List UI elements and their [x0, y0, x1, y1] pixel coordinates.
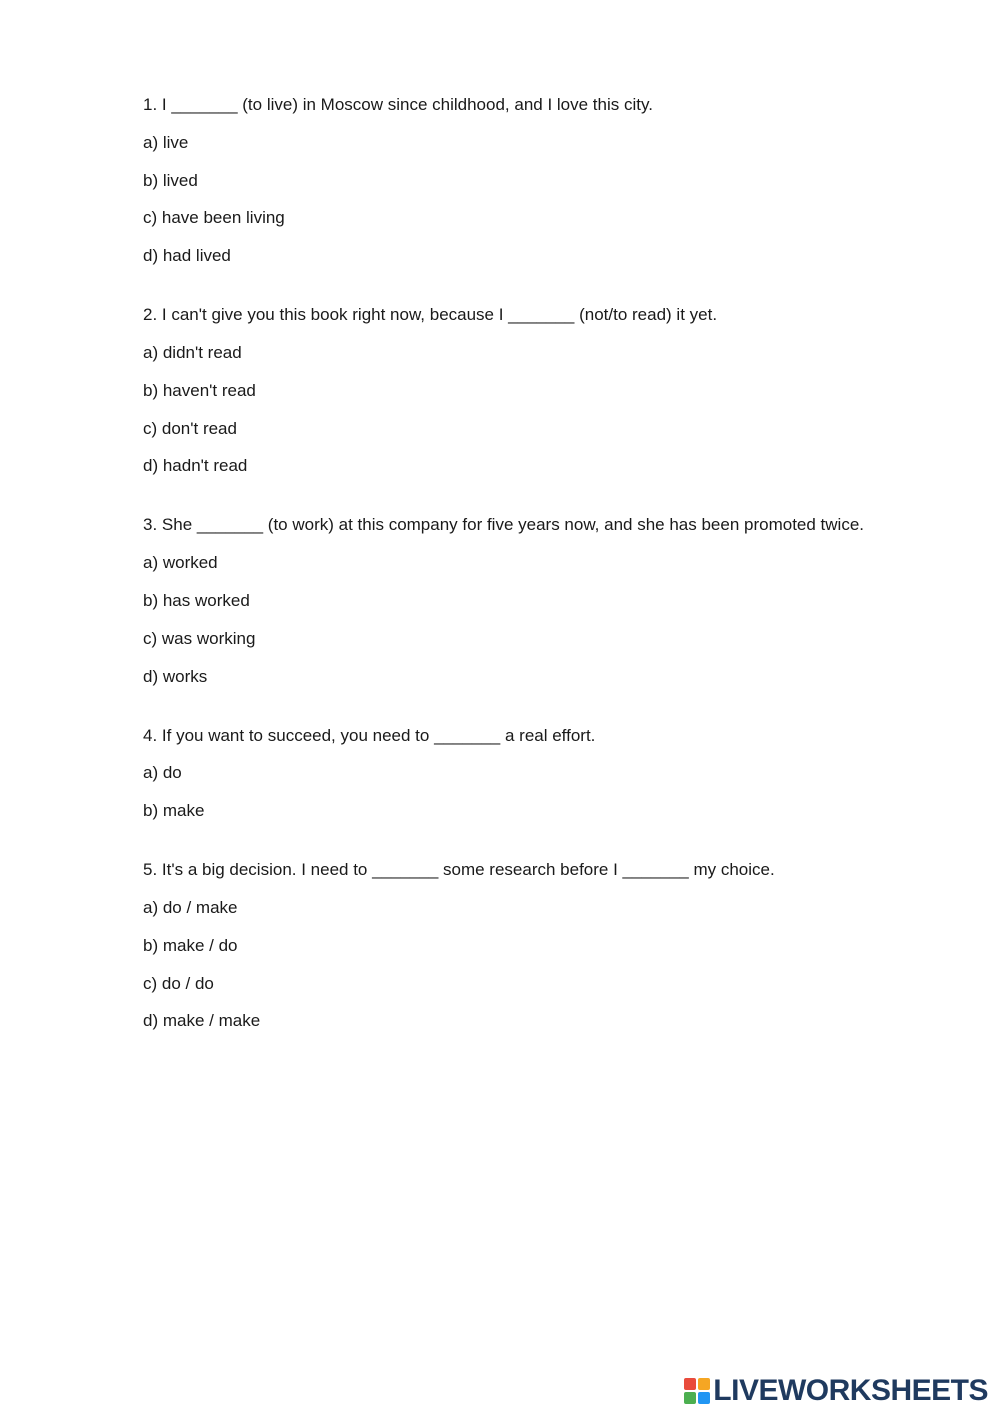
answer-option: b) make	[143, 801, 205, 821]
answer-option: d) works	[143, 666, 208, 686]
question-prompt: 3. She _______ (to work) at this company for five years now, and she has been promoted twice.	[143, 515, 865, 535]
answer-option: b) lived	[143, 170, 198, 190]
answer-option: c) don't read	[143, 418, 237, 438]
answer-option: c) have been living	[143, 208, 285, 228]
answer-option: d) hadn't read	[143, 456, 248, 476]
answer-option: d) make / make	[143, 1011, 261, 1031]
question-2	[143, 304, 943, 477]
question-prompt: 5. It's a big decision. I need to _______ some research before I _______ my choice.	[143, 860, 775, 880]
question-5	[143, 859, 943, 1032]
worksheet	[143, 94, 943, 1069]
answer-option: d) had lived	[143, 246, 231, 266]
logo-tile	[684, 1392, 696, 1404]
answer-option: c) was working	[143, 628, 256, 648]
liveworksheets-brand[interactable]	[684, 1376, 988, 1406]
question-prompt: 2. I can't give you this book right now, because I _______ (not/to read) it yet.	[143, 305, 718, 325]
question-3	[143, 514, 943, 687]
logo-tile	[698, 1392, 710, 1404]
question-prompt: 1. I _______ (to live) in Moscow since childhood, and I love this city.	[143, 95, 653, 114]
logo-tile	[698, 1378, 710, 1390]
answer-option: b) make / do	[143, 935, 238, 955]
answer-option: a) do / make	[143, 897, 238, 917]
question-1	[143, 94, 943, 267]
answer-option: a) worked	[143, 553, 218, 573]
logo-tile	[684, 1378, 696, 1390]
question-prompt: 4. If you want to succeed, you need to _______ a real effort.	[143, 725, 596, 745]
answer-option: a) didn't read	[143, 342, 242, 362]
liveworksheets-logo-icon	[684, 1378, 710, 1404]
brand-name: LIVEWORKSHEETS	[713, 1374, 988, 1407]
question-4	[143, 725, 943, 823]
answer-option: b) has worked	[143, 590, 250, 610]
answer-option: a) live	[143, 132, 189, 152]
answer-option: b) haven't read	[143, 380, 256, 400]
answer-option: c) do / do	[143, 973, 214, 993]
answer-option: a) do	[143, 763, 182, 783]
